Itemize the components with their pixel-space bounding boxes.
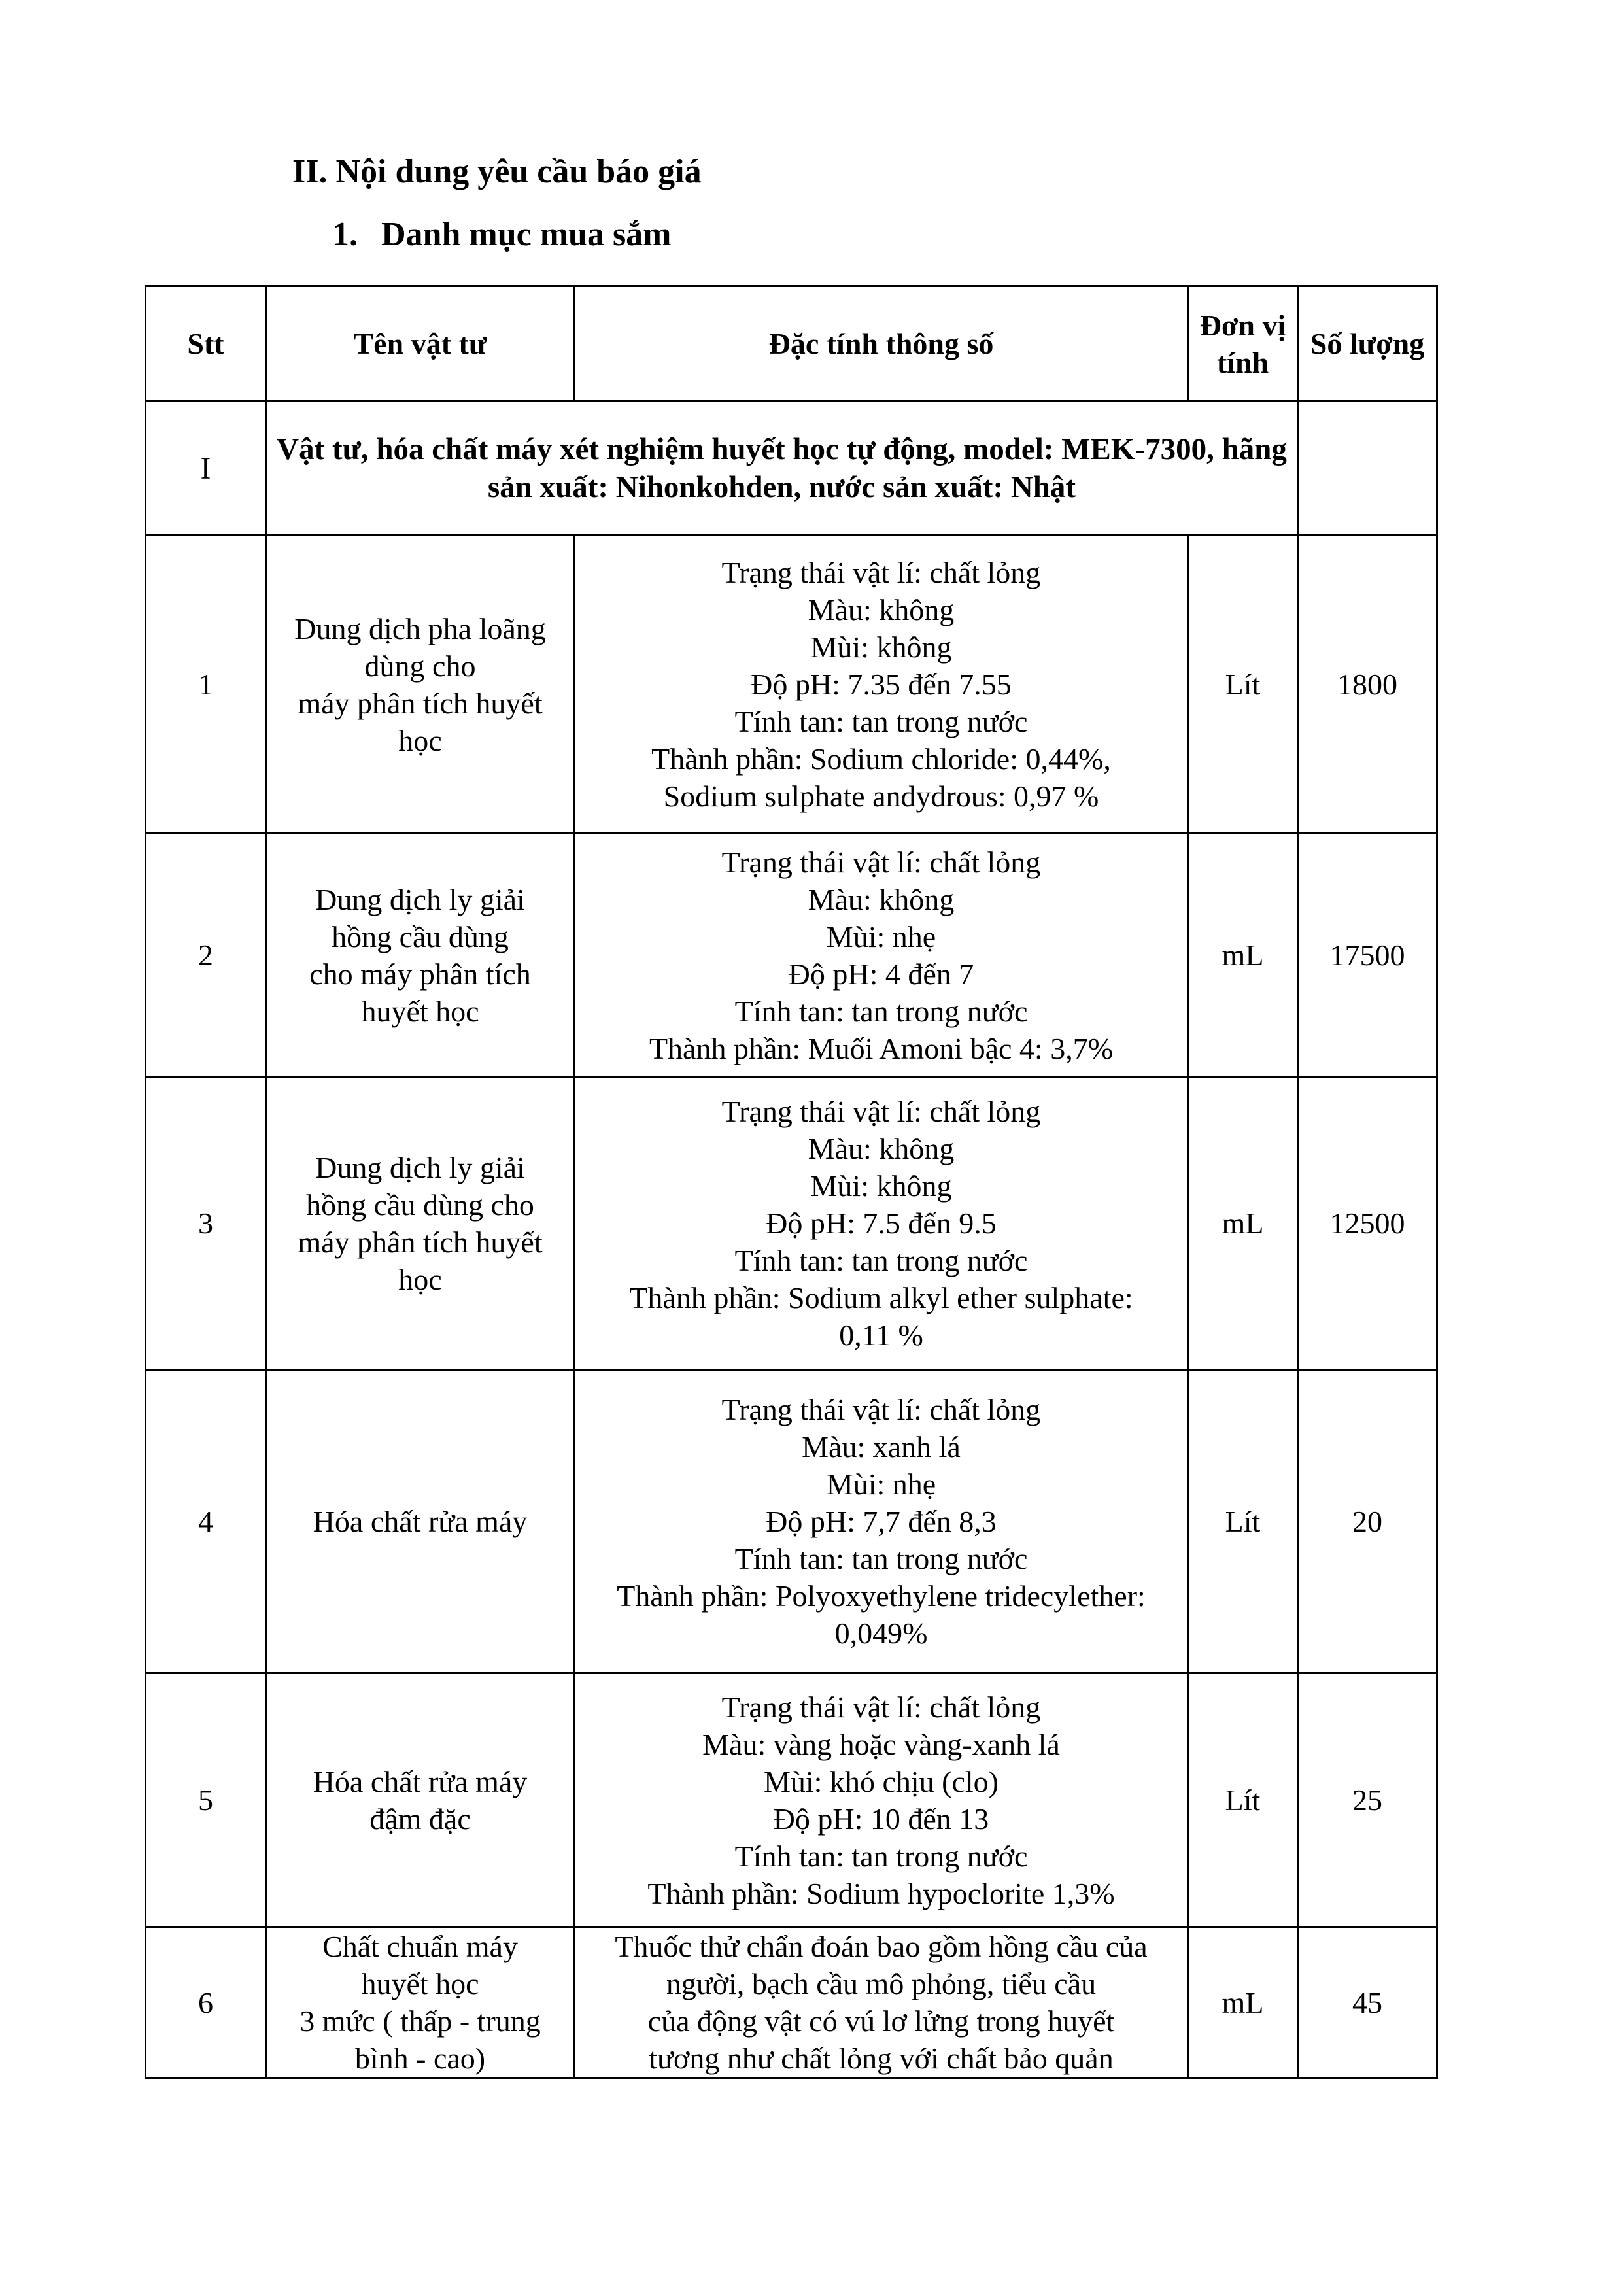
spec-line: Độ pH: 7.35 đến 7.55 xyxy=(751,668,1012,701)
header-qty: Số lượng xyxy=(1298,286,1437,402)
subsection-number: 1. xyxy=(332,216,358,253)
name-line: Dung dịch pha loãng xyxy=(294,611,546,645)
spec-line: Thành phần: Sodium alkyl ether sulphate: xyxy=(629,1281,1133,1314)
name-line: Dung dịch ly giải xyxy=(315,1150,525,1184)
subsection-title: Danh mục mua sắm xyxy=(381,216,672,253)
spec-line: Trạng thái vật lí: chất lỏng xyxy=(721,1393,1041,1426)
spec-line: của động vật có vú lơ lửng trong huyết xyxy=(647,2004,1115,2038)
name-line: hồng cầu dùng xyxy=(332,919,509,953)
row-name xyxy=(266,1673,575,1927)
table-row xyxy=(146,1077,1437,1370)
section-title: Vật tư, hóa chất máy xét nghiệm huyết học tự động, model: MEK-7300, hãng sản xuất: Nihonkohden, nước sản xuất: Nhật xyxy=(266,402,1298,536)
row-spec xyxy=(575,1370,1188,1673)
spec-line: Tính tan: tan trong nước xyxy=(734,1244,1028,1277)
table-row xyxy=(146,1673,1437,1927)
subsection-heading xyxy=(332,214,672,255)
row-qty: 20 xyxy=(1298,1370,1437,1673)
name-line: học xyxy=(398,723,442,757)
header-name: Tên vật tư xyxy=(266,286,575,402)
row-name xyxy=(266,1370,575,1673)
spec-line: 0,11 % xyxy=(839,1318,923,1352)
header-unit: Đơn vị tính xyxy=(1188,286,1298,402)
spec-line: tương như chất lỏng với chất bảo quản xyxy=(649,2042,1114,2075)
name-line: cho máy phân tích xyxy=(309,957,531,991)
row-stt: 6 xyxy=(146,1927,266,2078)
spec-line: Tính tan: tan trong nước xyxy=(734,1839,1028,1873)
name-line: máy phân tích huyết xyxy=(298,1225,543,1259)
spec-line: Mùi: không xyxy=(810,630,952,664)
spec-line: người, bạch cầu mô phỏng, tiểu cầu xyxy=(666,1967,1097,2000)
row-name xyxy=(266,536,575,834)
spec-line: 0,049% xyxy=(834,1617,928,1650)
name-line: 3 mức ( thấp - trung xyxy=(299,2004,541,2038)
spec-line: Thành phần: Sodium chloride: 0,44%, xyxy=(651,742,1111,776)
table-row xyxy=(146,834,1437,1077)
row-spec xyxy=(575,1927,1188,2078)
table-body xyxy=(146,402,1437,2078)
table-row xyxy=(146,536,1437,834)
row-qty: 17500 xyxy=(1298,834,1437,1077)
row-qty: 12500 xyxy=(1298,1077,1437,1370)
name-line: Hóa chất rửa máy xyxy=(313,1764,528,1798)
spec-line: Màu: vàng hoặc vàng-xanh lá xyxy=(702,1727,1060,1761)
spec-line: Thành phần: Polyoxyethylene tridecylether: xyxy=(617,1579,1146,1613)
spec-line: Trạng thái vật lí: chất lỏng xyxy=(721,845,1041,879)
spec-line: Màu: xanh lá xyxy=(802,1430,961,1464)
row-name xyxy=(266,834,575,1077)
name-line: đậm đặc xyxy=(369,1802,471,1836)
row-stt: 2 xyxy=(146,834,266,1077)
row-stt: 3 xyxy=(146,1077,266,1370)
name-line: bình - cao) xyxy=(354,2042,486,2075)
spec-line: Mùi: nhẹ xyxy=(826,1467,936,1501)
header-stt: Stt xyxy=(146,286,266,402)
spec-line: Độ pH: 10 đến 13 xyxy=(773,1802,989,1836)
section-row xyxy=(146,402,1437,536)
row-qty: 1800 xyxy=(1298,536,1437,834)
spec-line: Mùi: khó chịu (clo) xyxy=(764,1764,999,1798)
name-line: Chất chuẩn máy xyxy=(322,1930,518,1963)
row-spec xyxy=(575,536,1188,834)
row-unit: Lít xyxy=(1188,536,1298,834)
spec-line: Thành phần: Muối Amoni bậc 4: 3,7% xyxy=(649,1031,1114,1065)
spec-line: Mùi: nhẹ xyxy=(826,919,936,953)
spec-line: Tính tan: tan trong nước xyxy=(734,994,1028,1028)
spec-line: Màu: không xyxy=(808,593,955,626)
spec-line: Màu: không xyxy=(808,882,955,916)
table-row xyxy=(146,1927,1437,2078)
row-name xyxy=(266,1077,575,1370)
spec-line: Sodium sulphate andydrous: 0,97 % xyxy=(663,780,1099,813)
row-spec xyxy=(575,834,1188,1077)
spec-line: Độ pH: 4 đến 7 xyxy=(788,957,974,991)
section-heading: II. Nội dung yêu cầu báo giá xyxy=(292,153,702,190)
spec-line: Trạng thái vật lí: chất lỏng xyxy=(721,556,1041,589)
name-line: máy phân tích huyết xyxy=(298,686,543,720)
name-line: hồng cầu dùng cho xyxy=(306,1188,534,1222)
name-line: Hóa chất rửa máy xyxy=(313,1505,528,1538)
name-line: học xyxy=(398,1262,442,1296)
spec-line: Độ pH: 7,7 đến 8,3 xyxy=(766,1505,997,1538)
row-stt: 4 xyxy=(146,1370,266,1673)
row-unit: mL xyxy=(1188,1077,1298,1370)
row-stt: 5 xyxy=(146,1673,266,1927)
name-line: Dung dịch ly giải xyxy=(315,882,525,916)
spec-line: Thuốc thử chẩn đoán bao gồm hồng cầu của xyxy=(615,1930,1148,1963)
name-line: dùng cho xyxy=(364,649,476,683)
name-line: huyết học xyxy=(361,1967,479,2000)
row-unit: Lít xyxy=(1188,1673,1298,1927)
table-row xyxy=(146,1370,1437,1673)
spec-line: Màu: không xyxy=(808,1132,955,1165)
spec-line: Tính tan: tan trong nước xyxy=(734,705,1028,738)
spec-line: Trạng thái vật lí: chất lỏng xyxy=(721,1095,1041,1128)
procurement-table xyxy=(145,285,1438,2079)
row-spec xyxy=(575,1673,1188,1927)
row-qty: 45 xyxy=(1298,1927,1437,2078)
row-name xyxy=(266,1927,575,2078)
row-qty: 25 xyxy=(1298,1673,1437,1927)
spec-line: Độ pH: 7.5 đến 9.5 xyxy=(766,1207,997,1240)
row-unit: mL xyxy=(1188,1927,1298,2078)
section-qty xyxy=(1298,402,1437,536)
section-number: I xyxy=(146,402,266,536)
spec-line: Mùi: không xyxy=(810,1169,952,1203)
row-unit: mL xyxy=(1188,834,1298,1077)
spec-line: Trạng thái vật lí: chất lỏng xyxy=(721,1690,1041,1724)
row-unit: Lít xyxy=(1188,1370,1298,1673)
row-stt: 1 xyxy=(146,536,266,834)
table-header-row xyxy=(146,286,1437,402)
row-spec xyxy=(575,1077,1188,1370)
spec-line: Thành phần: Sodium hypoclorite 1,3% xyxy=(647,1876,1115,1910)
name-line: huyết học xyxy=(361,994,479,1028)
header-spec: Đặc tính thông số xyxy=(575,286,1188,402)
spec-line: Tính tan: tan trong nước xyxy=(734,1542,1028,1575)
